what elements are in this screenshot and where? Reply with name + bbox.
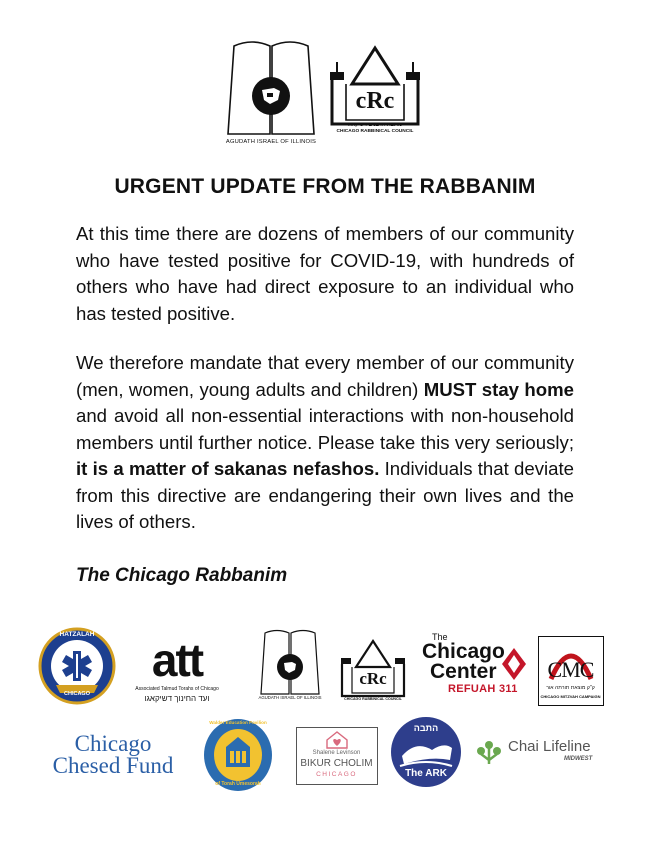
page-title: URGENT UPDATE FROM THE RABBANIM bbox=[114, 175, 536, 198]
chicago-center-tag: REFUAH 311 bbox=[448, 683, 518, 695]
crc-small-letters: cRc bbox=[359, 669, 387, 688]
bikur-city: CHICAGO bbox=[316, 771, 357, 778]
paragraph-1: At this time there are dozens of members of our community who have tested positive for COVID-19, with hundreds of others who have had direct exposure to an individual who has tested positive. bbox=[76, 223, 574, 324]
cmc-letters: CMC bbox=[547, 657, 594, 682]
ark-hebrew: התבה bbox=[413, 723, 439, 733]
the-ark-logo bbox=[390, 716, 462, 788]
p2-text-c: Individuals that deviate from this directive are endangering their own lives and the lives of others. bbox=[76, 458, 574, 532]
bikur-main: BIKUR CHOLIM bbox=[300, 758, 373, 769]
hatzalah-bottom-text: CHICAGO bbox=[64, 691, 90, 697]
crc-hebrew: מועצת הרבנים דשיקאגו bbox=[348, 122, 402, 128]
bikur-name: Shalene Levinson bbox=[312, 750, 361, 756]
cmc-logo bbox=[538, 636, 604, 706]
hatzalah-top-text: HATZALAH bbox=[59, 631, 95, 638]
cmc-caption: CHICAGO MITZVAH CAMPAIGN bbox=[540, 694, 601, 699]
hatzalah-logo bbox=[38, 627, 116, 705]
chicago-center-line1: Chicago bbox=[422, 640, 505, 663]
chesed-line1: Chicago bbox=[74, 731, 152, 756]
walder-logo bbox=[202, 717, 274, 793]
signature: The Chicago Rabbanim bbox=[76, 565, 288, 586]
chai-region: MIDWEST bbox=[564, 756, 593, 762]
paragraph-2 bbox=[76, 350, 574, 536]
cmc-hebrew: ק"ק מוצאת תורתה אור bbox=[546, 685, 595, 691]
bikur-cholim-logo bbox=[296, 727, 378, 785]
att-letters: att bbox=[151, 634, 203, 686]
chesed-line2: Chesed Fund bbox=[52, 753, 174, 778]
chai-name: Chai Lifeline bbox=[508, 738, 591, 755]
att-logo bbox=[130, 634, 224, 706]
agudath-logo-top bbox=[218, 38, 324, 150]
chai-lifeline-logo bbox=[472, 734, 612, 770]
walder-arc-text: Walder Education Pavilion bbox=[209, 720, 267, 725]
crc-caption: CHICAGO RABBINICAL COUNCIL bbox=[336, 129, 414, 134]
att-caption: Associated Talmud Torahs of Chicago bbox=[135, 686, 219, 692]
agudath-logo-small bbox=[254, 625, 326, 707]
ark-name: The ARK bbox=[405, 768, 447, 779]
agudath-caption: AGUDATH ISRAEL OF ILLINOIS bbox=[225, 139, 317, 145]
crc-letters: cRc bbox=[355, 88, 395, 114]
p2-text-a: We therefore mandate that every member of our community (men, women, young adults and children) bbox=[76, 352, 574, 400]
chicago-center-logo bbox=[418, 632, 530, 712]
crc-logo-top bbox=[326, 44, 424, 136]
p2-text-b: and avoid all non-essential interactions with non-household members until further notice. Please take this very seriously; bbox=[76, 405, 574, 453]
p2-bold-stay-home: MUST stay home bbox=[423, 378, 574, 400]
chicago-chesed-fund-logo bbox=[40, 731, 190, 780]
chicago-center-the: The bbox=[432, 632, 448, 642]
chicago-center-line2: Center bbox=[430, 660, 497, 683]
p2-bold-sakanas: it is a matter of sakanas nefashos. bbox=[76, 458, 380, 479]
crc-logo-small bbox=[338, 638, 408, 704]
agudath-small-caption: AGUDATH ISRAEL OF ILLINOIS bbox=[258, 695, 322, 700]
walder-bottom-text: of Torah Umesorah bbox=[215, 781, 261, 787]
crc-small-caption: CHICAGO RABBINICAL COUNCIL bbox=[344, 697, 402, 701]
att-hebrew: ועד החינוך דשיקאגו bbox=[144, 694, 210, 703]
